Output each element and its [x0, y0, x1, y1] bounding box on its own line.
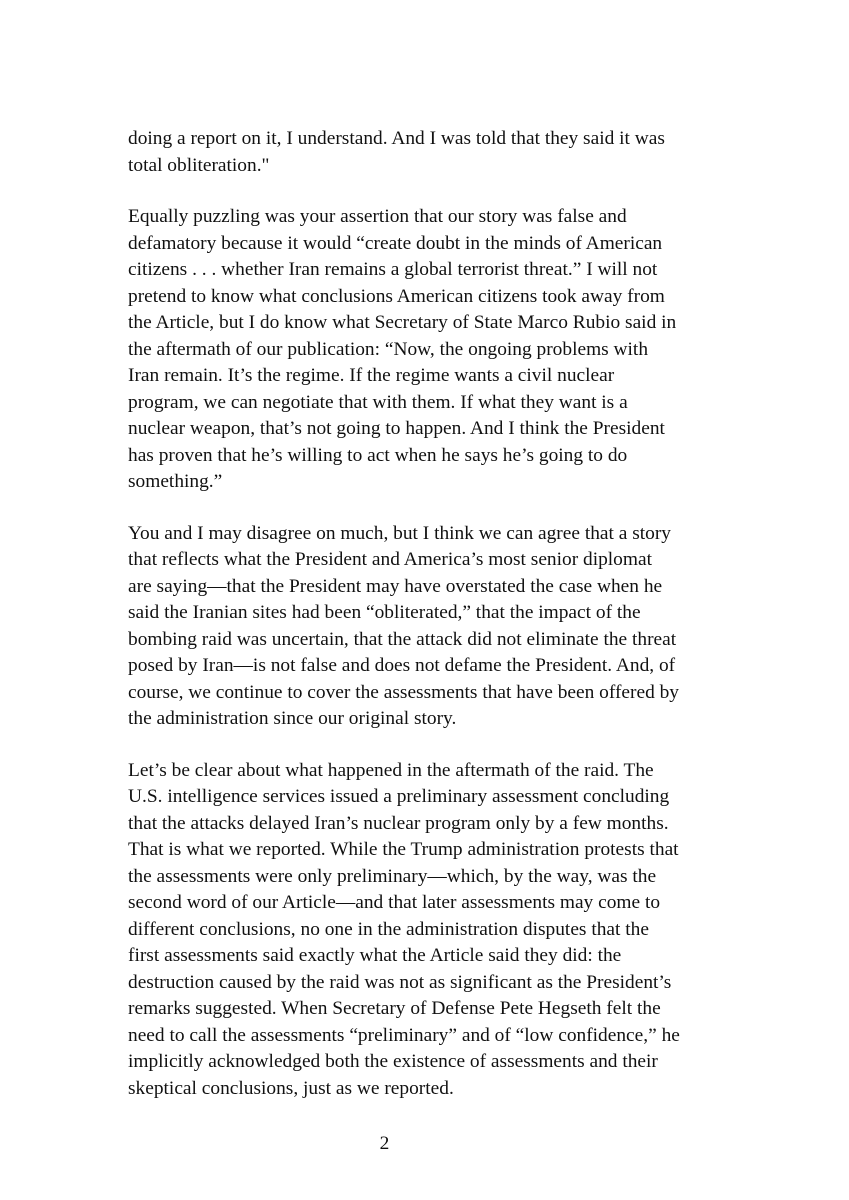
- text-line: first assessments said exactly what the Article said they did: the: [128, 945, 622, 966]
- text-line: the aftermath of our publication: “Now, the ongoing problems with: [128, 338, 649, 360]
- body-paragraph: [128, 521, 728, 733]
- text-line: that the attacks delayed Iran’s nuclear program only by a few months.: [128, 812, 669, 834]
- text-line: nuclear weapon, that’s not going to happen. And I think the President: [128, 418, 665, 439]
- text-line: program, we can negotiate that with them. If what they want is a: [128, 391, 628, 413]
- text-line: said the Iranian sites had been “obliterated,” that the impact of the: [128, 602, 641, 623]
- text-line: the administration since our original story.: [128, 708, 457, 729]
- text-line: has proven that he’s willing to act when he says he’s going to do: [128, 444, 628, 466]
- text-line: something.”: [128, 471, 223, 492]
- text-line: Iran remain. It’s the regime. If the regime wants a civil nuclear: [128, 365, 615, 386]
- page-number: 2: [379, 1133, 390, 1154]
- body-paragraph: [128, 758, 728, 1103]
- text-line: bombing raid was uncertain, that the attack did not eliminate the threat: [128, 628, 677, 650]
- body-paragraph: [128, 126, 728, 179]
- text-line: course, we continue to cover the assessments that have been offered by: [128, 681, 680, 703]
- text-line: Let’s be clear about what happened in the aftermath of the raid. The: [128, 759, 654, 781]
- text-line: doing a report on it, I understand. And I was told that they said it was: [128, 128, 665, 149]
- text-line: that reflects what the President and America’s most senior diplomat: [128, 549, 652, 570]
- text-line: skeptical conclusions, just as we reported.: [128, 1077, 454, 1099]
- body-paragraph: [128, 204, 728, 496]
- text-line: remarks suggested. When Secretary of Defense Pete Hegseth felt the: [128, 998, 661, 1019]
- text-line: are saying—that the President may have overstated the case when he: [128, 575, 663, 597]
- text-line: You and I may disagree on much, but I think we can agree that a story: [128, 522, 671, 544]
- text-line: U.S. intelligence services issued a preliminary assessment concluding: [128, 786, 670, 807]
- text-line: defamatory because it would “create doubt in the minds of American: [128, 232, 663, 254]
- text-line: implicitly acknowledged both the existence of assessments and their: [128, 1051, 658, 1072]
- letter-body: [128, 126, 728, 1127]
- text-line: second word of our Article—and that later assessments may come to: [128, 892, 661, 913]
- text-line: pretend to know what conclusions American citizens took away from: [128, 285, 665, 307]
- text-line: That is what we reported. While the Trump administration protests that: [128, 839, 679, 860]
- text-line: posed by Iran—is not false and does not defame the President. And, of: [128, 655, 676, 676]
- text-line: total obliteration.": [128, 154, 270, 176]
- text-line: destruction caused by the raid was not as significant as the President’s: [128, 971, 672, 993]
- text-line: need to call the assessments “preliminary” and of “low confidence,” he: [128, 1024, 680, 1046]
- text-line: the Article, but I do know what Secretary of State Marco Rubio said in: [128, 312, 677, 333]
- text-line: citizens . . . whether Iran remains a global terrorist threat.” I will not: [128, 259, 658, 280]
- text-line: the assessments were only preliminary—which, by the way, was the: [128, 865, 657, 887]
- text-line: Equally puzzling was your assertion that our story was false and: [128, 206, 627, 227]
- text-line: different conclusions, no one in the administration disputes that the: [128, 918, 649, 940]
